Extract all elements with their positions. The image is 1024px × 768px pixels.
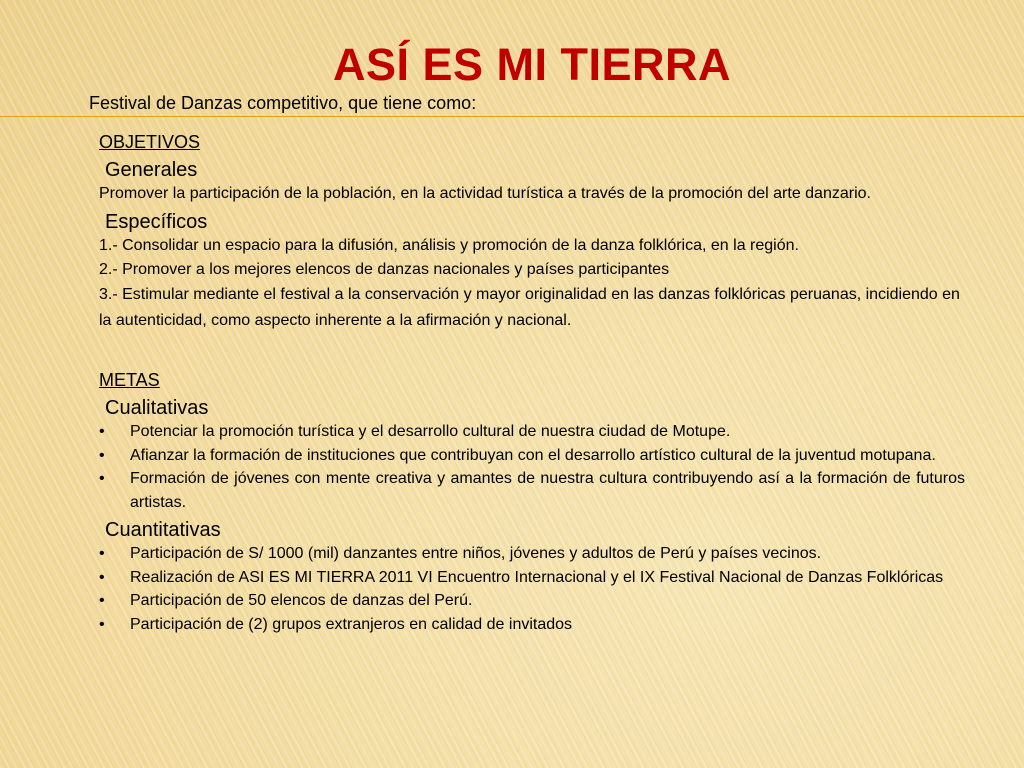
bullet-icon: • — [99, 423, 105, 440]
list-item-text: Participación de (2) grupos extranjeros en calidad de invitados — [130, 615, 573, 633]
bullet-icon: • — [99, 592, 105, 609]
especificos-heading: Específicos — [105, 211, 208, 233]
list-item-text: Participación de 50 elencos de danzas del Perú. — [130, 592, 473, 609]
generales-heading: Generales — [105, 159, 198, 181]
list-item — [99, 542, 965, 566]
bullet-icon: • — [99, 568, 105, 586]
slide-body — [99, 130, 965, 636]
list-item — [99, 420, 965, 444]
especificos-item: 1.- Consolidar un espacio para la difusión, análisis y promoción de la danza folklórica, en la región. — [99, 237, 799, 254]
list-item — [99, 444, 965, 468]
objetivos-heading: OBJETIVOS — [99, 132, 201, 152]
bullet-icon: • — [99, 470, 105, 487]
generales-text: Promover la participación de la población, en la actividad turística a través de la promoción del arte danzario. — [99, 185, 871, 202]
bullet-icon: • — [99, 615, 105, 633]
list-item-text: Formación de jóvenes con mente creativa y amantes de nuestra cultura contribuyendo así a la formación de futuros artistas. — [130, 470, 965, 511]
slide-title: ASÍ ES MI TIERRA — [332, 39, 732, 90]
list-item-text: Afianzar la formación de instituciones que contribuyan con el desarrollo artístico cultural de la juventud motupana. — [130, 446, 936, 464]
especificos-item: 3.- Estimular mediante el festival a la conservación y mayor originalidad en las danzas folklóricas peruanas, incidiendo en la autenticidad, como aspecto inherente a la afirmación y nacional. — [99, 286, 960, 329]
list-item — [99, 467, 965, 514]
metas-heading: METAS — [99, 370, 160, 390]
slide-subtitle: Festival de Danzas competitivo, que tiene como: — [89, 93, 477, 113]
list-item-text: Participación de S/ 1000 (mil) danzantes entre niños, jóvenes y adultos de Perú y países vecinos. — [130, 545, 822, 562]
cualitativas-list — [99, 420, 965, 514]
list-item-text: Potenciar la promoción turística y el desarrollo cultural de nuestra ciudad de Motupe. — [130, 423, 731, 440]
list-item — [99, 589, 965, 613]
title-divider — [0, 116, 1024, 117]
cuantitativas-list — [99, 542, 965, 636]
cualitativas-heading: Cualitativas — [105, 397, 209, 419]
cuantitativas-heading: Cuantitativas — [105, 519, 221, 541]
list-item — [99, 613, 965, 637]
bullet-icon: • — [99, 446, 105, 464]
list-item-text: Realización de ASI ES MI TIERRA 2011 VI Encuentro Internacional y el IX Festival Nacional de Danzas Folklóricas — [130, 568, 944, 586]
list-item — [99, 566, 965, 590]
bullet-icon: • — [99, 545, 105, 562]
especificos-item: 2.- Promover a los mejores elencos de danzas nacionales y países participantes — [99, 261, 670, 278]
